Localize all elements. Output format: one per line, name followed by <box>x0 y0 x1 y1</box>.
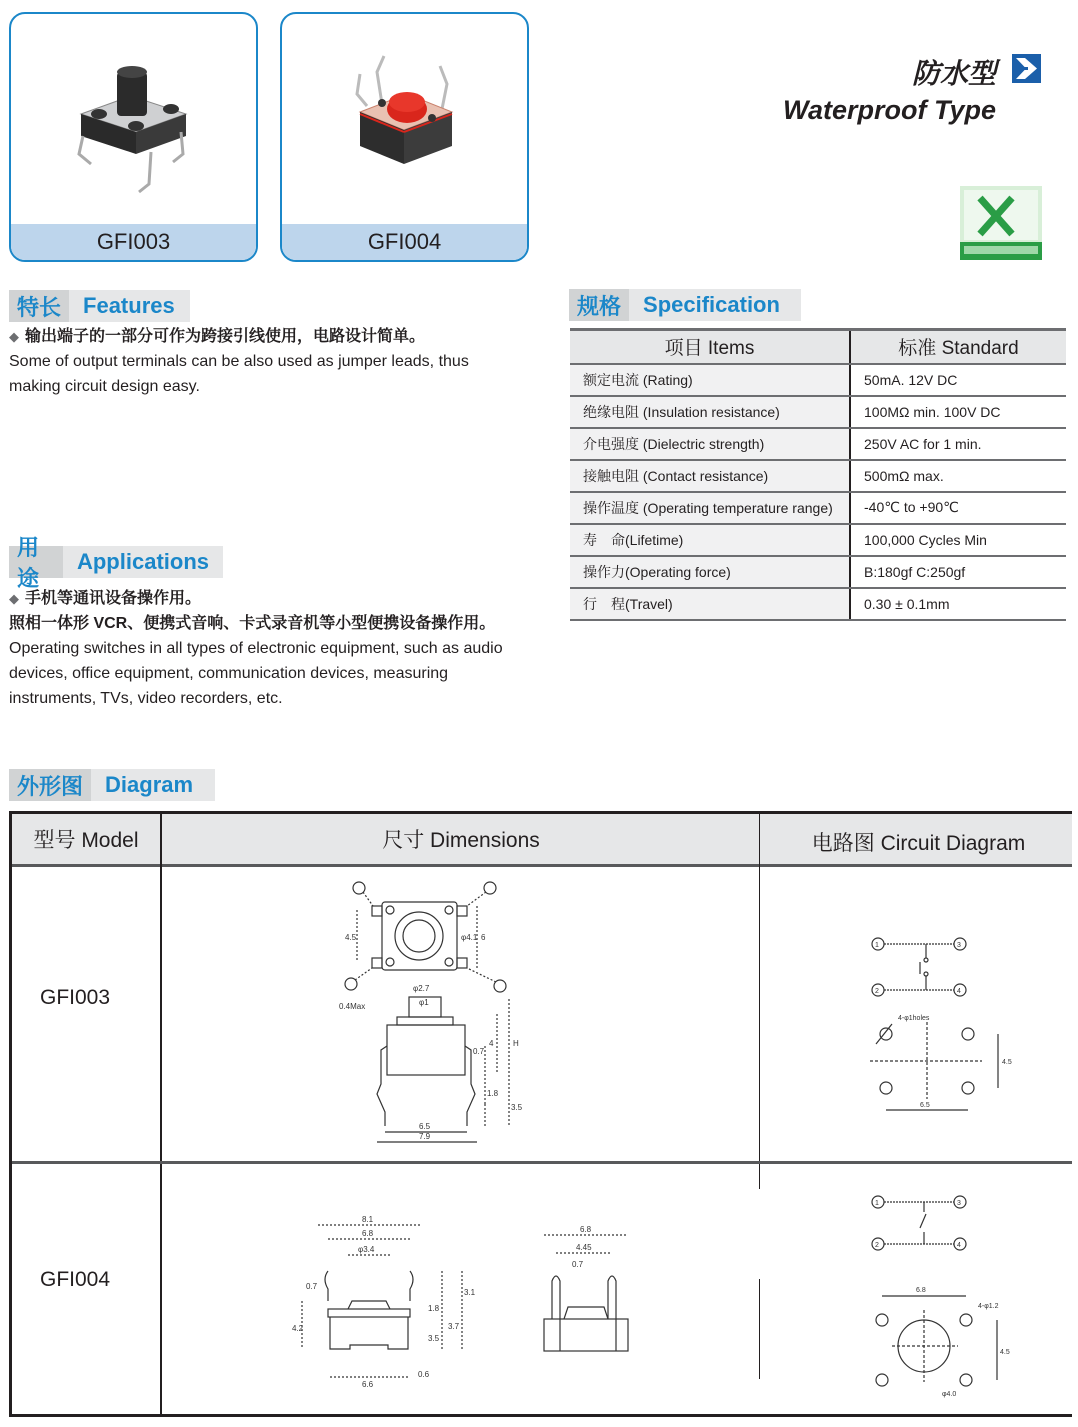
dim-label: 6.8 <box>362 1229 374 1238</box>
applications-title-cn: 用途 <box>9 546 63 578</box>
arrow-right-icon <box>1012 54 1041 83</box>
spec-value: 100,000 Cycles Min <box>850 524 1066 556</box>
dimension-drawing-gfi003 <box>337 874 537 1154</box>
dim-label: 4.5 <box>1000 1349 1010 1356</box>
applications-header <box>9 535 223 591</box>
diagram-header <box>9 769 215 801</box>
dim-label: φ3.4 <box>358 1245 375 1254</box>
applications-title-en: Applications <box>76 549 209 574</box>
product-photo-gfi003 <box>11 14 258 228</box>
dim-label: 6.8 <box>580 1225 592 1234</box>
pin-label: 2 <box>875 1242 879 1249</box>
type-title-cn: 防水型 <box>911 58 996 89</box>
spec-item: 介电强度 (Dielectric strength) <box>570 428 850 460</box>
spec-item: 寿 命(Lifetime) <box>570 524 850 556</box>
dim-label: 0.6 <box>418 1370 430 1379</box>
features-bullet-cn: 输出端子的一部分可作为跨接引线使用，电路设计简单。 <box>25 328 426 345</box>
spec-row <box>570 364 1066 396</box>
spec-col-items: 项目 Items <box>570 330 850 364</box>
dim-label: 6.8 <box>916 1287 926 1294</box>
specification-header <box>569 289 801 321</box>
applications-text-en-3: instruments, TVs, video recorders, etc. <box>9 690 283 707</box>
features-header <box>9 290 190 322</box>
spec-item: 绝缘电阻 (Insulation resistance) <box>570 396 850 428</box>
dim-label: 6.5 <box>419 1122 431 1131</box>
applications-line-cn: 照相一体形 VCR、便携式音响、卡式录音机等小型便携设备操作用。 <box>9 615 496 632</box>
certification-mark-icon <box>960 186 1042 260</box>
diamond-bullet-icon: ◆ <box>9 591 19 606</box>
dim-label: 6 <box>481 933 486 942</box>
applications-text <box>9 586 503 711</box>
diagram-title-cn: 外形图 <box>9 769 91 801</box>
holes-label: 4-φ1.2 <box>978 1303 999 1310</box>
column-divider <box>759 814 760 1189</box>
dim-label: 0.7 <box>306 1282 318 1291</box>
features-title-en: Features <box>83 293 175 318</box>
spec-row <box>570 460 1066 492</box>
diagram-col-model: 型号 Model <box>33 829 139 852</box>
spec-row <box>570 428 1066 460</box>
dim-label: 0.7 <box>572 1260 584 1269</box>
product-model-label: GFI003 <box>11 224 256 260</box>
type-title-en: Waterproof Type <box>782 95 996 125</box>
spec-item: 操作力(Operating force) <box>570 556 850 588</box>
diagram-col-dimensions: 尺寸 Dimensions <box>382 829 540 852</box>
circuit-diagram-gfi003 <box>862 924 1022 1124</box>
row-divider <box>12 1161 1072 1164</box>
pin-label: 4 <box>957 988 961 995</box>
spec-header-row <box>570 330 1066 364</box>
dimension-drawing-gfi004-side <box>522 1209 652 1359</box>
spec-row <box>570 588 1066 620</box>
pin-label: 3 <box>957 1200 961 1207</box>
pin-label: 3 <box>957 942 961 949</box>
dim-label: 4.5 <box>345 933 357 942</box>
product-photo-gfi004 <box>282 14 529 228</box>
dimension-drawing-gfi004-front <box>292 1209 492 1394</box>
dim-label: 4.5 <box>1002 1059 1012 1066</box>
dim-label: φ4.0 <box>942 1391 957 1398</box>
dim-label: 1.8 <box>487 1089 499 1098</box>
specification-title-en: Specification <box>643 292 780 317</box>
diagram-model-gfi004: GFI004 <box>40 1268 111 1291</box>
diagram-title-en: Diagram <box>105 772 194 797</box>
dim-label: φ1 <box>419 998 429 1007</box>
pin-label: 1 <box>875 1200 879 1207</box>
spec-value: 250V AC for 1 min. <box>850 428 1066 460</box>
dim-label: φ4.1 <box>461 933 478 942</box>
column-divider <box>160 814 162 1417</box>
spec-value: 500mΩ max. <box>850 460 1066 492</box>
dim-label: 1.8 <box>428 1304 440 1313</box>
diagram-col-circuit: 电路图 Circuit Diagram <box>811 832 1026 855</box>
dim-label: 4 <box>489 1039 494 1048</box>
dim-label: 4.2 <box>292 1324 304 1333</box>
spec-row <box>570 524 1066 556</box>
spec-item: 操作温度 (Operating temperature range) <box>570 492 850 524</box>
spec-item: 接触电阻 (Contact resistance) <box>570 460 850 492</box>
product-card-gfi003 <box>9 12 258 262</box>
dim-label: φ2.7 <box>413 984 430 993</box>
diamond-bullet-icon: ◆ <box>9 329 19 344</box>
dim-label: 6.6 <box>362 1380 374 1389</box>
pin-label: 2 <box>875 988 879 995</box>
pin-label: 4 <box>957 1242 961 1249</box>
spec-row <box>570 492 1066 524</box>
spec-value: -40℃ to +90℃ <box>850 492 1066 524</box>
spec-value: 50mA. 12V DC <box>850 364 1066 396</box>
cap-gfi003 <box>117 72 147 116</box>
pin-label: 1 <box>875 942 879 949</box>
dim-label: 3.1 <box>464 1288 476 1297</box>
spec-row <box>570 396 1066 428</box>
column-divider <box>759 1279 760 1379</box>
holes-label: 4-φ1holes <box>898 1015 930 1022</box>
dim-label: 6.5 <box>920 1102 930 1109</box>
applications-bullet-cn: 手机等通讯设备操作用。 <box>25 590 202 607</box>
spec-value: B:180gf C:250gf <box>850 556 1066 588</box>
dim-label: 7.9 <box>419 1132 431 1141</box>
spec-value: 100MΩ min. 100V DC <box>850 396 1066 428</box>
dim-label: 4.45 <box>576 1243 592 1252</box>
diagram-table <box>9 811 1072 1417</box>
specification-title-cn: 规格 <box>569 289 629 321</box>
spec-row <box>570 556 1066 588</box>
product-card-gfi004 <box>280 12 529 262</box>
dim-label: 8.1 <box>362 1215 374 1224</box>
product-model-label: GFI004 <box>282 224 527 260</box>
applications-text-en-1: Operating switches in all types of electronic equipment, such as audio <box>9 640 503 657</box>
diagram-table-header <box>12 814 1072 867</box>
dim-label: 3.7 <box>448 1322 460 1331</box>
features-text-en-2: making circuit design easy. <box>9 378 200 395</box>
dim-label: 3.5 <box>511 1103 523 1112</box>
features-title-cn: 特长 <box>9 290 69 322</box>
spec-item: 行 程(Travel) <box>570 588 850 620</box>
features-text <box>9 324 469 399</box>
circuit-diagram-gfi004 <box>862 1184 1022 1399</box>
specification-table <box>570 328 1066 621</box>
dim-label: 0.4Max <box>339 1002 366 1011</box>
spec-value: 0.30 ± 0.1mm <box>850 588 1066 620</box>
diagram-model-gfi003: GFI003 <box>40 986 111 1009</box>
features-text-en-1: Some of output terminals can be also used as jumper leads, thus <box>9 353 469 370</box>
spec-col-standard: 标准 Standard <box>850 330 1066 364</box>
dim-label: H <box>513 1039 519 1048</box>
dim-label: 0.7 <box>473 1047 485 1056</box>
applications-text-en-2: devices, office equipment, communication devices, measuring <box>9 665 449 682</box>
dim-label: 3.5 <box>428 1334 440 1343</box>
spec-item: 额定电流 (Rating) <box>570 364 850 396</box>
